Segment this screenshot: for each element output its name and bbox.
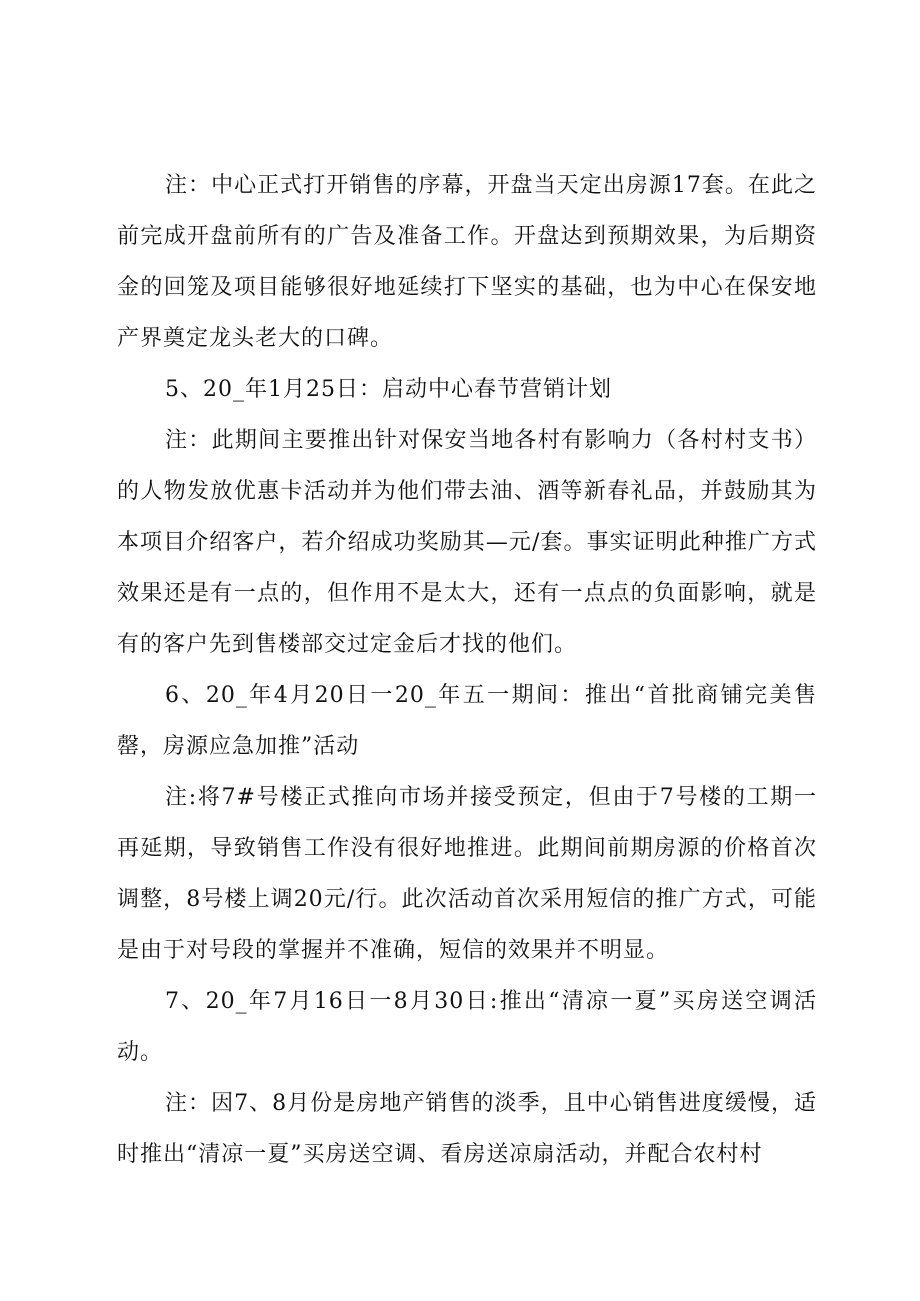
paragraph-note-opening: 注：中心正式打开销售的序幕，开盘当天定出房源17套。在此之前完成开盘前所有的广告及准备工作。开盘达到预期效果，为后期资金的回笼及项目能够很好地延续打下坚实的基础，也为中心在保安地产界奠定龙头老大的口碑。 (117, 173, 817, 351)
paragraph-item-6: 6、20_年4月20日一20_年五一期间：推出“首批商铺完美售罄，房源应急加推”活动 (117, 683, 817, 759)
paragraph-item-5: 5、20_年1月25日：启动中心春节营销计划 (165, 377, 612, 402)
document-body (117, 160, 817, 1180)
paragraph-note-item-5: 注：此期间主要推出针对保安当地各村有影响力（各村村支书）的人物发放优惠卡活动并为他们带去油、酒等新春礼品，并鼓励其为本项目介绍客户，若介绍成功奖励其—元/套。事实证明此种推广方式效果还是有一点的，但作用不是太大，还有一点点的负面影响，就是有的客户先到售楼部交过定金后才找的他们。 (117, 428, 817, 657)
paragraph-note-item-7: 注：因7、8月份是房地产销售的淡季，且中心销售进度缓慢，适时推出“清凉一夏”买房送空调、看房送凉扇活动，并配合农村村 (117, 1091, 817, 1167)
paragraph-note-item-6: 注:将7#号楼正式推向市场并接受预定，但由于7号楼的工期一再延期，导致销售工作没有很好地推进。此期间前期房源的价格首次调整，8号楼上调20元/行。此次活动首次采用短信的推广方式，可能是由于对号段的掌握并不准确，短信的效果并不明显。 (117, 785, 817, 963)
paragraph-item-7: 7、20_年7月16日一8月30日:推出“清凉一夏”买房送空调活动。 (117, 989, 817, 1065)
